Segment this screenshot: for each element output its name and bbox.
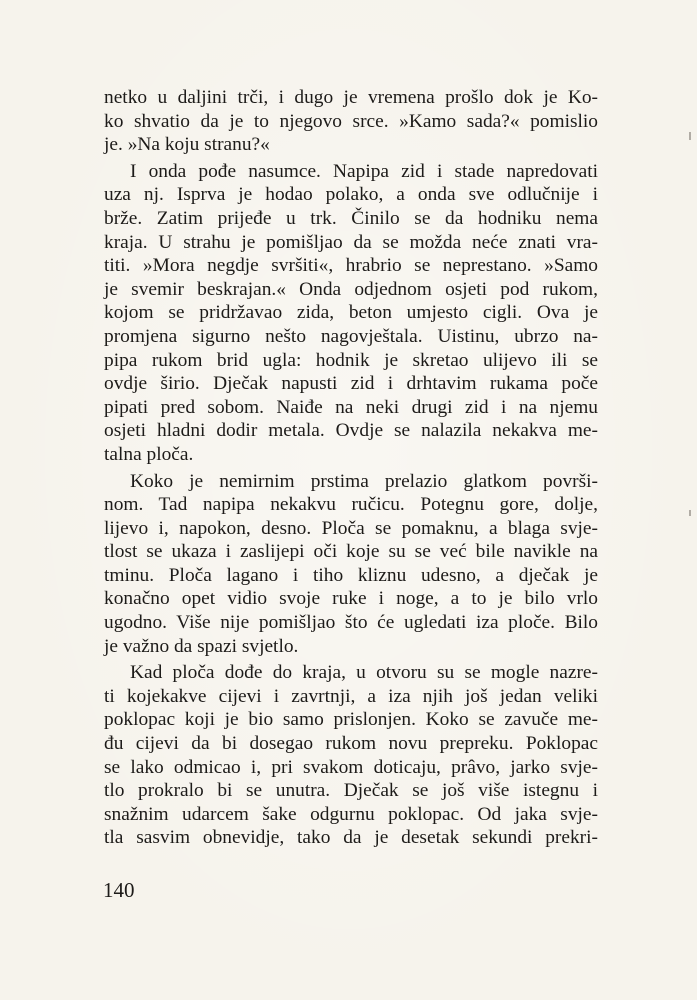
text-line: kraja. U strahu je pomišljao da se možda neće znati vra- [104,231,598,253]
page-edge-mark [689,132,691,140]
text-line: tla sasvim obnevidje, tako da je desetak sekundi prekri- [104,827,598,849]
text-line: Koko je nemirnim prstima prelazio glatkom površi- [130,470,598,492]
text-line: je svemir beskrajan.« Onda odjednom osjeti pod rukom, [104,278,598,300]
text-line: titi. »Mora negdje svršiti«, hrabrio se neprestano. »Samo [104,255,598,277]
text-line: nom. Tad napipa nekakvu ručicu. Potegnu gore, dolje, [104,494,598,516]
body-text [104,86,598,850]
text-line: promjena sigurno nešto nagovještala. Uistinu, ubrzo na- [104,325,598,347]
text-line: tminu. Ploča lagano i tiho kliznu udesno, a dječak je [104,564,598,586]
text-line: pipa rukom brid ugla: hodnik je skretao ulijevo ili se [104,349,598,371]
text-line: ugodno. Više nije pomišljao što će ugledati iza ploče. Bilo [104,612,598,634]
text-line: I onda pođe nasumce. Napipa zid i stade napredovati [130,160,598,182]
text-line: je. »Na koju stranu?« [104,134,270,156]
text-line: uza nj. Isprva je hodao polako, a onda sve odlučnije i [104,184,598,206]
text-line: netko u daljini trči, i dugo je vremena prošlo dok je Ko- [104,87,598,108]
text-line: ti kojekakve cijevi i zavrtnji, a iza njih još jedan veliki [104,685,598,707]
text-line: poklopac koji je bio samo prislonjen. Koko se zavuče me- [104,709,598,731]
text-line: ko shvatio da je to njegovo srce. »Kamo sada?« pomislio [104,110,598,132]
text-line: konačno opet vidio svoje ruke i noge, a to je bilo vrlo [104,588,598,610]
text-line: ovdje širio. Dječak napusti zid i drhtavim rukama poče [104,373,598,395]
text-line: lijevo i, napokon, desno. Ploča se pomaknu, a blaga svje- [104,517,598,539]
page-edge-mark [689,510,691,516]
text-line: Kad ploča dođe do kraja, u otvoru su se mogle nazre- [130,662,598,684]
text-line: tlo prokralo bi se unutra. Dječak se još više istegnu i [104,780,598,802]
text-line: snažnim udarcem šake odgurnu poklopac. Od jaka svje- [104,803,598,825]
text-line: kojom se pridržavao zida, beton umjesto cigli. Ova je [104,302,598,324]
text-line: talna ploča. [104,443,194,465]
text-line: se lako odmicao i, pri svakom doticaju, prâvo, jarko svje- [104,756,598,778]
page-number: 140 [103,878,135,902]
text-line: osjeti hladni dodir metala. Ovdje se nalazila nekakva me- [104,420,598,442]
text-line: tlost se ukaza i zaslijepi oči koje su se već bile navikle na [104,541,598,563]
text-line: je važno da spazi svjetlo. [104,635,299,657]
text-line: đu cijevi da bi dosegao rukom novu prepreku. Poklopac [104,733,598,755]
text-line: brže. Zatim prijeđe u trk. Činilo se da hodniku nema [104,207,598,229]
text-line: pipati pred sobom. Naiđe na neki drugi zid i na njemu [104,396,598,418]
